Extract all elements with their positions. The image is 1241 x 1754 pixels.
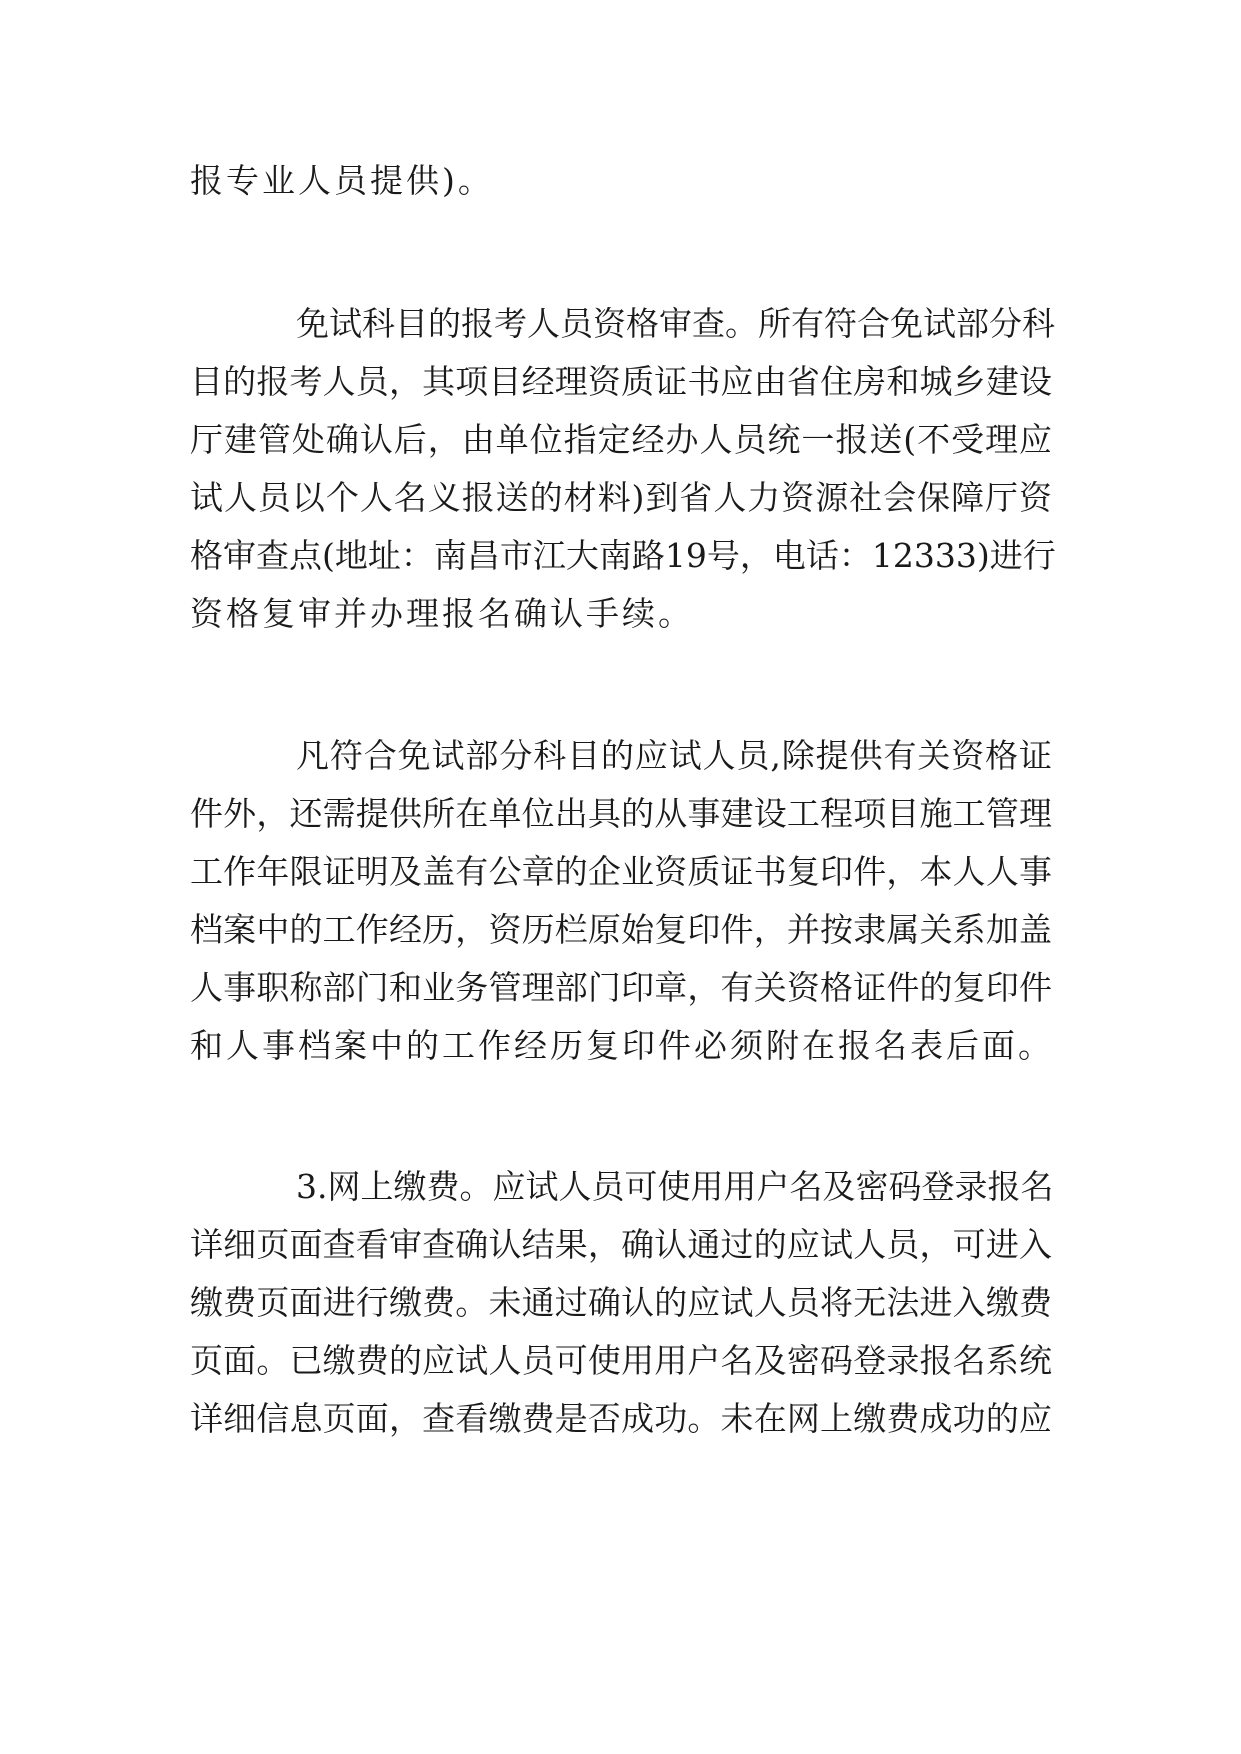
paragraph-first-line: 凡符合免试部分科目的应试人员,除提供有关资格证 xyxy=(296,736,1052,775)
text-line: 格审查点(地址：南昌市江大南路19号，电话：12333)进行 xyxy=(190,536,1056,575)
text-line: 厅建管处确认后，由单位指定经办人员统一报送(不受理应 xyxy=(190,420,1052,459)
text-line: 目的报考人员，其项目经理资质证书应由省住房和城乡建设 xyxy=(190,362,1052,401)
text-line: 资格复审并办理报名确认手续。 xyxy=(190,594,694,633)
text-line: 和人事档案中的工作经历复印件必须附在报名表后面。 xyxy=(190,1026,1054,1065)
text-line: 报专业人员提供)。 xyxy=(190,161,494,200)
text-line: 试人员以个人名义报送的材料)到省人力资源社会保障厅资 xyxy=(190,478,1052,517)
text-line: 缴费页面进行缴费。未通过确认的应试人员将无法进入缴费 xyxy=(190,1283,1052,1322)
text-line: 工作年限证明及盖有公章的企业资质证书复印件，本人人事 xyxy=(190,852,1052,891)
text-line: 人事职称部门和业务管理部门印章，有关资格证件的复印件 xyxy=(190,968,1052,1007)
text-line: 详细信息页面，查看缴费是否成功。未在网上缴费成功的应 xyxy=(190,1399,1052,1438)
text-line: 件外，还需提供所在单位出具的从事建设工程项目施工管理 xyxy=(190,794,1052,833)
paragraph-first-line: 免试科目的报考人员资格审查。所有符合免试部分科 xyxy=(296,304,1055,343)
text-line: 档案中的工作经历，资历栏原始复印件，并按隶属关系加盖 xyxy=(190,910,1052,949)
paragraph-first-line: 3.网上缴费。应试人员可使用用户名及密码登录报名 xyxy=(296,1167,1054,1206)
text-line: 详细页面查看审查确认结果，确认通过的应试人员，可进入 xyxy=(190,1225,1052,1264)
text-line: 页面。已缴费的应试人员可使用用户名及密码登录报名系统 xyxy=(190,1341,1052,1380)
